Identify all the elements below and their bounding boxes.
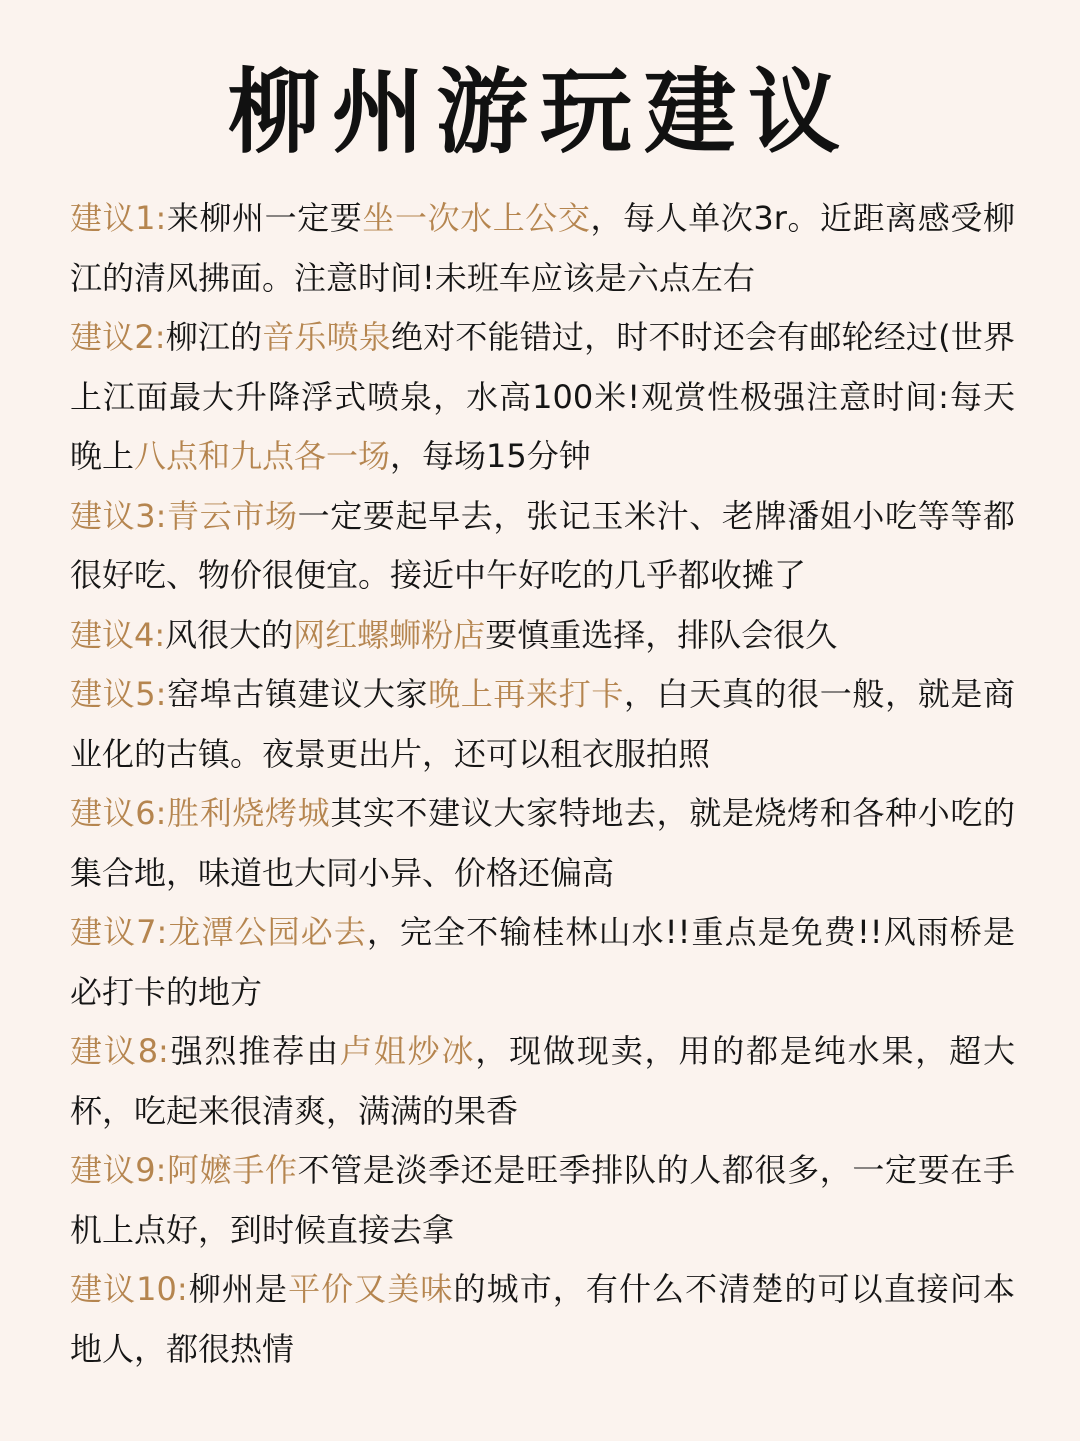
tip-text: 的城市，有什么不清楚的可以直接问本地人，都很热情 — [70, 1270, 1015, 1368]
tip-text: 要慎重选择，排队会很久 — [485, 615, 838, 654]
tip-highlight: 龙潭公园必去 — [167, 913, 367, 951]
tip-highlight: 八点和九点各一场 — [134, 437, 391, 475]
tip-item — [70, 903, 1015, 1022]
tip-label: 建议5: — [70, 675, 167, 713]
tip-text: 其实不建议大家特地去，就是烧烤和各种小吃的集合地，味道也大同小异、价格还偏高 — [70, 794, 1015, 892]
tip-label: 建议3: — [70, 496, 167, 535]
tip-text: ，每场15分钟 — [390, 437, 591, 475]
tip-text: ，白天真的很一般，就是商业化的古镇。夜景更出片，还可以租衣服拍照 — [70, 675, 1015, 773]
tip-item — [70, 1022, 1015, 1141]
tip-item — [70, 784, 1015, 903]
tip-highlight: 晚上再来打卡 — [428, 675, 624, 713]
tip-text: ，完全不输桂林山水!!重点是免费!!风雨桥是必打卡的地方 — [70, 913, 1015, 1011]
tip-text: ，现做现卖，用的都是纯水果，超大杯，吃起来很清爽，满满的果香 — [70, 1032, 1015, 1130]
tip-label: 建议7: — [70, 913, 168, 951]
tip-highlight: 胜利烧烤城 — [166, 794, 331, 832]
tip-highlight: 坐一次水上公交 — [362, 199, 591, 237]
tip-highlight: 卢姐炒冰 — [339, 1032, 476, 1070]
tip-text: 来柳州一定要 — [166, 199, 363, 237]
tip-item — [70, 189, 1015, 308]
tip-highlight: 网红螺蛳粉店 — [293, 615, 486, 654]
tip-text: 柳江的 — [165, 318, 263, 356]
tip-label: 建议4: — [70, 615, 166, 654]
page-title: 柳州游玩建议 — [227, 58, 852, 166]
tip-highlight: 青云市场 — [166, 496, 298, 535]
tip-label: 建议2: — [70, 318, 166, 356]
tip-item — [70, 606, 1015, 666]
tip-highlight: 阿嬷手作 — [166, 1151, 298, 1189]
tip-item — [70, 308, 1015, 487]
tip-text: 窑埠古镇建议大家 — [166, 675, 429, 713]
tip-label: 建议9: — [70, 1151, 167, 1189]
tip-text: 不管是淡季还是旺季排队的人都很多，一定要在手机上点好，到时候直接去拿 — [70, 1151, 1015, 1249]
tip-label: 建议10: — [70, 1270, 188, 1308]
tip-label: 建议8: — [70, 1032, 169, 1070]
tip-text: 绝对不能错过，时不时还会有邮轮经过(世界上江面最大升降浮式喷泉，水高100米!观赏性极强注意时间:每天晚上 — [70, 318, 1015, 475]
tip-highlight: 音乐喷泉 — [262, 318, 391, 356]
tips-list — [70, 189, 1015, 1379]
tip-highlight: 平价又美味 — [288, 1270, 454, 1308]
tip-item — [70, 1260, 1015, 1379]
tip-text: 一定要起早去，张记玉米汁、老牌潘姐小吃等等都很好吃、物价很便宜。接近中午好吃的几乎都收摊了 — [70, 496, 1015, 594]
tip-text: 强烈推荐由 — [168, 1032, 340, 1070]
tip-label: 建议1: — [70, 199, 167, 237]
tip-text: ，每人单次3r。近距离感受柳江的清风拂面。注意时间!未班车应该是六点左右 — [70, 199, 1015, 297]
tip-item — [70, 1141, 1015, 1260]
tip-label: 建议6: — [70, 794, 167, 832]
tip-text: 柳州是 — [187, 1270, 289, 1308]
tip-item — [70, 665, 1015, 784]
tip-text: 风很大的 — [165, 615, 294, 654]
tip-item — [70, 487, 1015, 606]
